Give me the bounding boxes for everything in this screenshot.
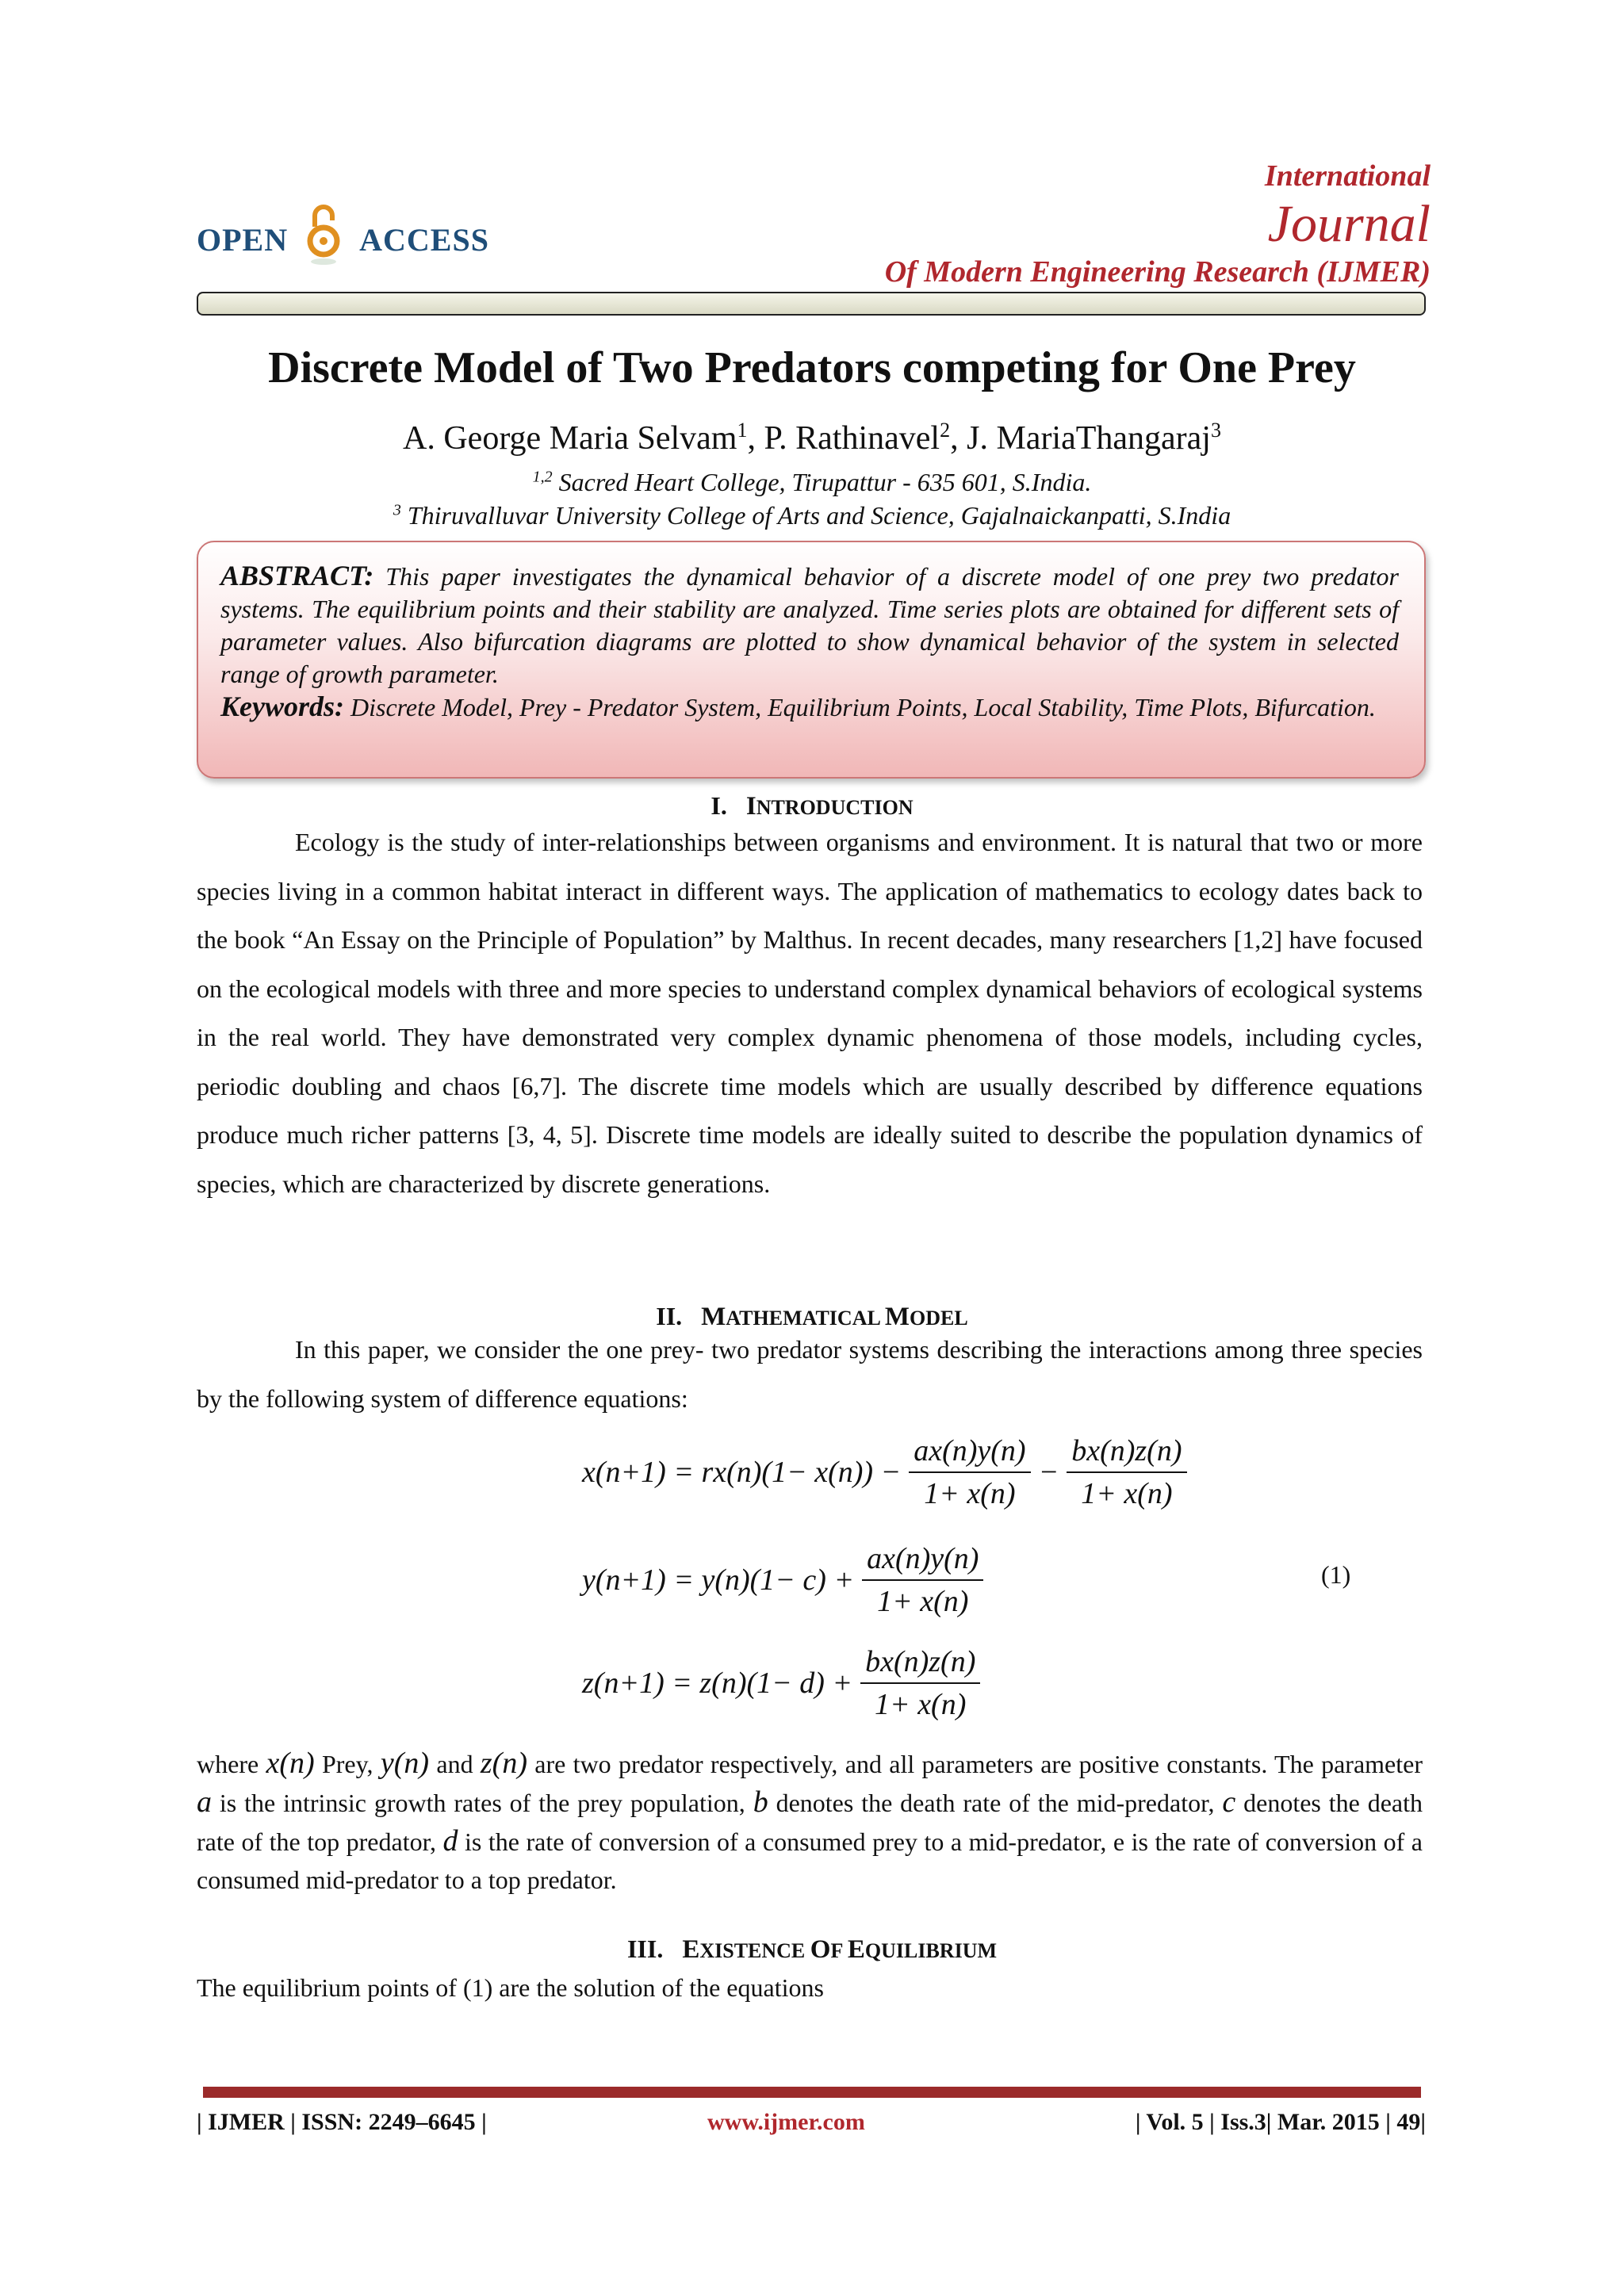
header-divider <box>197 292 1426 316</box>
section-equilibrium-heading <box>0 1934 1624 1965</box>
footer-url-link[interactable]: www.ijmer.com <box>707 2109 865 2135</box>
var-b: b <box>753 1785 768 1819</box>
paper-title: Discrete Model of Two Predators competing for One Prey <box>268 343 1356 392</box>
keywords-label: Keywords: <box>220 691 344 722</box>
equation-x-fraction-1-den: 1+ x(n) <box>924 1477 1016 1510</box>
footer-divider <box>203 2087 1421 2098</box>
section-3-number: III. <box>626 1934 664 1963</box>
equation-y-fraction <box>862 1541 983 1619</box>
section-1-initial: I <box>745 792 756 821</box>
where-text-3: and <box>429 1750 481 1778</box>
var-z: z(n) <box>480 1747 527 1780</box>
section-introduction-heading <box>0 791 1624 821</box>
author-1: A. George Maria Selvam <box>403 420 737 457</box>
author-2: , P. Rathinavel <box>747 420 940 457</box>
access-label: ACCESS <box>359 221 489 258</box>
equation-x-fraction-2-num: bx(n)z(n) <box>1067 1433 1186 1473</box>
section-2-rest-1: ATHEMATICAL <box>726 1307 885 1330</box>
equation-z-fraction <box>860 1644 980 1722</box>
parameter-description <box>197 1744 1423 1899</box>
equation-y <box>582 1541 983 1619</box>
journal-subtitle: Of Modern Engineering Research (IJMER) <box>884 255 1431 289</box>
where-text-6: denotes the death rate of the mid-predator, <box>768 1789 1223 1817</box>
where-text-2: Prey, <box>314 1750 381 1778</box>
section-2-initial-1: M <box>701 1303 726 1331</box>
affiliation-2 <box>0 501 1624 530</box>
equation-x-fraction-2 <box>1067 1433 1186 1511</box>
where-text-8: is the rate of conversion of a consumed prey to a mid-predator, e is the rate of conversion of a consumed mid-predator to a top predator. <box>197 1827 1423 1894</box>
journal-word: Journal <box>1267 195 1431 253</box>
affiliation-1 <box>0 468 1624 497</box>
keywords-body: Discrete Model, Prey - Predator System, Equilibrium Points, Local Stability, Time Plots, Bifurcation. <box>344 693 1376 721</box>
where-text-1: where <box>197 1750 266 1778</box>
equation-z-fraction-num: bx(n)z(n) <box>860 1644 980 1684</box>
equation-y-fraction-num: ax(n)y(n) <box>862 1541 983 1581</box>
author-2-sup: 2 <box>940 419 951 442</box>
var-a: a <box>197 1785 212 1819</box>
where-text-7: denotes the death rate of the top predator, <box>197 1789 1423 1856</box>
footer-volume: | Vol. 5 | Iss.3| Mar. 2015 | 49| <box>1135 2109 1426 2135</box>
author-1-sup: 1 <box>737 419 748 442</box>
abstract <box>220 560 1399 724</box>
var-x: x(n) <box>266 1747 315 1780</box>
section-3-rest-3: QUILIBRIUM <box>864 1939 998 1962</box>
abstract-label: ABSTRACT: <box>220 560 374 591</box>
var-d: d <box>442 1824 458 1858</box>
equilibrium-paragraph: The equilibrium points of (1) are the solution of the equations <box>197 1973 824 2002</box>
journal-masthead <box>885 155 1431 292</box>
equation-z <box>582 1644 980 1722</box>
equation-z-lhs: z(n+1) = z(n)(1− d) + <box>582 1667 853 1700</box>
section-3-initial-3: E <box>847 1935 865 1964</box>
equation-y-lhs: y(n+1) = y(n)(1− c) + <box>582 1563 855 1597</box>
where-text-4: are two predator respectively, and all parameters are positive constants. The parameter <box>527 1750 1423 1778</box>
equation-y-fraction-den: 1+ x(n) <box>877 1585 969 1618</box>
section-1-number: I. <box>710 791 727 820</box>
equation-number: (1) <box>1321 1560 1351 1589</box>
section-3-rest-1: XISTENCE <box>699 1939 810 1962</box>
authors <box>0 419 1624 457</box>
abstract-body: This paper investigates the dynamical behavior of a discrete model of one prey two predator systems. The equilibrium points and their stability are analyzed. Time series plots are obtained for different sets of parameter values. Also bifurcation diagrams are plotted to show dynamical behavior of the system in selected range of growth parameter. <box>220 562 1399 688</box>
introduction-paragraph: Ecology is the study of inter-relationships between organisms and environment. It is natural that two or more species living in a common habitat interact in different ways. The application of mathematics to ecology dates back to the book “An Essay on the Principle of Population” by Malthus. In recent decades, many researchers [1,2] have focused on the ecological models with three and more species to understand complex dynamical behaviors of ecological systems in the real world. They have demonstrated very complex dynamic phenomena of those models, including cycles, periodic doubling and chaos [6,7]. The discrete time models which are usually described by difference equations produce much richer patterns [3, 4, 5]. Discrete time models are ideally suited to describe the population dynamics of species, which are characterized by discrete generations. <box>197 828 1423 1198</box>
var-c: c <box>1222 1785 1236 1819</box>
affiliation-1-sup: 1,2 <box>532 468 553 486</box>
equation-x-fraction-1 <box>909 1433 1030 1511</box>
equation-z-fraction-den: 1+ x(n) <box>875 1688 967 1721</box>
section-1-rest: NTRODUCTION <box>756 796 914 819</box>
author-3: , J. MariaThangaraj <box>950 420 1211 457</box>
section-3-rest-2: F <box>830 1939 848 1962</box>
section-3-initial-1: E <box>682 1935 700 1964</box>
affiliation-2-text: Thiruvalluvar University College of Arts and Science, Gajalnaickanpatti, S.India <box>400 501 1231 530</box>
open-label: OPEN <box>197 221 289 258</box>
var-y: y(n) <box>380 1747 430 1780</box>
open-lock-icon <box>305 203 342 266</box>
affiliation-2-sup: 3 <box>393 501 401 519</box>
equation-x-fraction-1-num: ax(n)y(n) <box>909 1433 1030 1473</box>
author-3-sup: 3 <box>1210 419 1221 442</box>
equation-x-fraction-2-den: 1+ x(n) <box>1081 1477 1173 1510</box>
open-access-logo <box>197 208 489 271</box>
section-2-initial-2: M <box>884 1303 910 1331</box>
section-2-number: II. <box>656 1302 683 1330</box>
journal-international: International <box>1264 159 1431 193</box>
section-2-rest-2: ODEL <box>910 1307 968 1330</box>
section-3-initial-2: O <box>810 1935 831 1964</box>
affiliation-1-text: Sacred Heart College, Tirupattur - 635 601, S.India. <box>552 468 1092 496</box>
equation-x-lhs: x(n+1) = rx(n)(1− x(n)) − <box>582 1456 902 1489</box>
equation-x-minus: − <box>1038 1456 1059 1489</box>
where-text-5: is the intrinsic growth rates of the prey population, <box>212 1789 753 1817</box>
equation-x <box>582 1433 1187 1511</box>
model-paragraph: In this paper, we consider the one prey- two predator systems describing the interactions among three species by the following system of difference equations: <box>197 1335 1423 1413</box>
footer-issn: | IJMER | ISSN: 2249–6645 | <box>197 2109 487 2135</box>
